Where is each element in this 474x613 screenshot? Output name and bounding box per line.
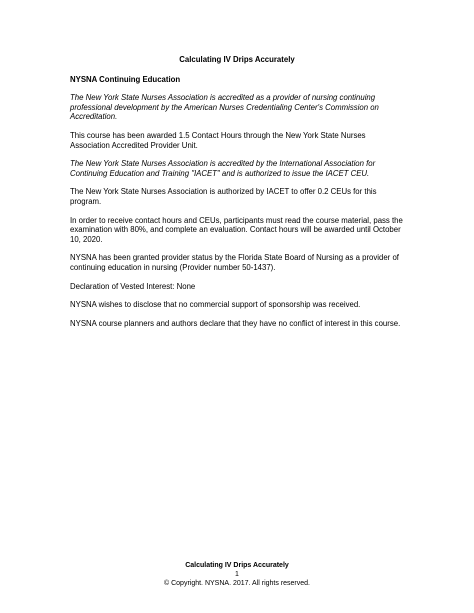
paragraph-contact-hours: This course has been awarded 1.5 Contact Hours through the New York State Nurses Association Accredited Provider Unit. xyxy=(70,130,366,150)
paragraph-requirements: In order to receive contact hours and CEUs, participants must read the course material, pass the examination with 80%, and complete an evaluation. Contact hours will be awarded until October 10, 2020. xyxy=(70,215,403,244)
paragraph-iacet-accreditation: The New York State Nurses Association is accredited by the International Association for Continuing Education and Training "IACET" and is authorized to issue the IACET CEU. xyxy=(70,159,376,178)
footer-page-number: 1 xyxy=(235,571,239,578)
paragraph-iacet-ceus: The New York State Nurses Association is authorized by IACET to offer 0.2 CEUs for this program. xyxy=(70,187,377,206)
paragraph-florida-provider: NYSNA has been granted provider status by the Florida State Board of Nursing as a provider of continuing education in nursing (Provider number 50-1437). xyxy=(70,253,399,272)
paragraph-conflict-of-interest: NYSNA course planners and authors declare that they have no conflict of interest in this course. xyxy=(70,318,401,328)
paragraph-commercial-support: NYSNA wishes to disclose that no commercial support of sponsorship was received. xyxy=(70,300,361,310)
paragraph-ancc-accreditation: The New York State Nurses Association is accredited as a provider of nursing continuing professional development by the American Nurses Credentialing Center's Commission on Accreditation. xyxy=(70,93,379,122)
document-body xyxy=(70,55,404,337)
paragraph-vested-interest: Declaration of Vested Interest: None xyxy=(70,281,196,291)
footer-title: Calculating IV Drips Accurately xyxy=(185,562,289,569)
footer-copyright: © Copyright. NYSNA. 2017. All rights reserved. xyxy=(164,580,310,587)
section-heading: NYSNA Continuing Education xyxy=(70,74,181,84)
document-title: Calculating IV Drips Accurately xyxy=(179,55,295,64)
